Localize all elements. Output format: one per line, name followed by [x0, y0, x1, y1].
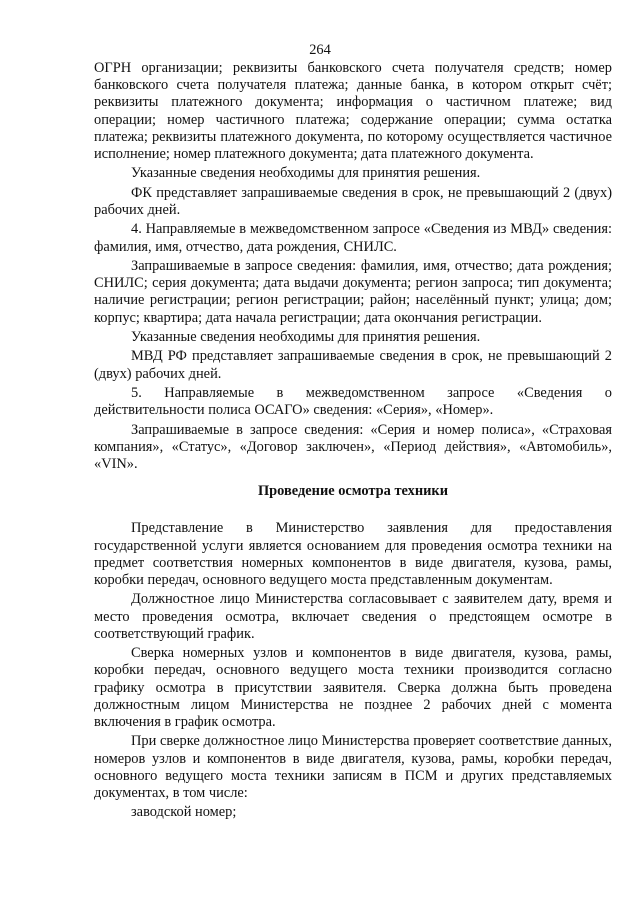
paragraph-inspection-verification: При сверке должностное лицо Министерства проверяет соответствие данных, номеров узлов и компонентов в виде двигателя, кузова, рамы, коробки передач, основного ведущего моста техники записям в ПСМ и других представляемых документах, в том числе: — [94, 733, 612, 801]
paragraph-info-needed-1: Указанные сведения необходимы для принятия решения. — [131, 165, 481, 182]
paragraph-fk-deadline: ФК представляет запрашиваемые сведения в срок, не превышающий 2 (двух) рабочих дней. — [94, 184, 612, 218]
paragraph-factory-number: заводской номер; — [131, 804, 237, 821]
paragraph-mvd-request: 4. Направляемые в межведомственном запросе «Сведения из МВД» сведения: фамилия, имя, отчество, дата рождения, СНИЛС. — [94, 221, 612, 255]
paragraph-ogrn-details: ОГРН организации; реквизиты банковского счета получателя средств; номер банковского счета получателя платежа; данные банка, в котором открыт счёт; реквизиты платежного документа; информация о частичном платеже; вид операции; номер частичного платежа; содержание операции; сумма остатка платежа; реквизиты платежного документа, по которому осуществляется частичное исполнение; номер платежного документа; дата платежного документа. — [94, 60, 612, 163]
paragraph-inspection-basis: Представление в Министерство заявления для предоставления государственной услуги является основанием для проведения осмотра техники на предмет соответствия номерных компонентов в виде двигателя, кузова, рамы, коробки передач, основного ведущего моста представленным документам. — [94, 520, 612, 588]
page-number: 264 — [309, 42, 331, 58]
paragraph-inspection-check: Сверка номерных узлов и компонентов в виде двигателя, кузова, рамы, коробки передач, основного ведущего моста техники производится согласно графику осмотра в присутствии заявителя. Сверка должна быть проведена должностным лицом Министерства не позднее 2 рабочих дней с момента включения в график осмотра. — [94, 645, 612, 730]
section-heading: Проведение осмотра техники — [257, 483, 448, 500]
paragraph-mvd-requested-fields: Запрашиваемые в запросе сведения: фамилия, имя, отчество; дата рождения; СНИЛС; серия документа; дата выдачи документа; регион запроса; тип документа; наличие регистрации; регион регистрации; район; населённый пункт; улица; дом; корпус; квартира; дата начала регистрации; дата окончания регистрации. — [94, 257, 612, 326]
paragraph-osago-request: 5. Направляемые в межведомственном запросе «Сведения о действительности полиса ОСАГО» сведения: «Серия», «Номер». — [94, 384, 612, 419]
document-body — [94, 60, 612, 824]
paragraph-mvd-deadline: МВД РФ представляет запрашиваемые сведения в срок, не превышающий 2 (двух) рабочих дней. — [94, 348, 612, 382]
paragraph-osago-requested-fields: Запрашиваемые в запросе сведения: «Серия и номер полиса», «Страховая компания», «Статус», «Договор заключен», «Период действия», «Автомобиль», «VIN». — [94, 421, 612, 472]
paragraph-inspection-schedule: Должностное лицо Министерства согласовывает с заявителем дату, время и место проведения осмотра, включает сведения о предстоящем осмотре в соответствующий график. — [94, 591, 612, 642]
paragraph-info-needed-2: Указанные сведения необходимы для принятия решения. — [131, 328, 481, 345]
